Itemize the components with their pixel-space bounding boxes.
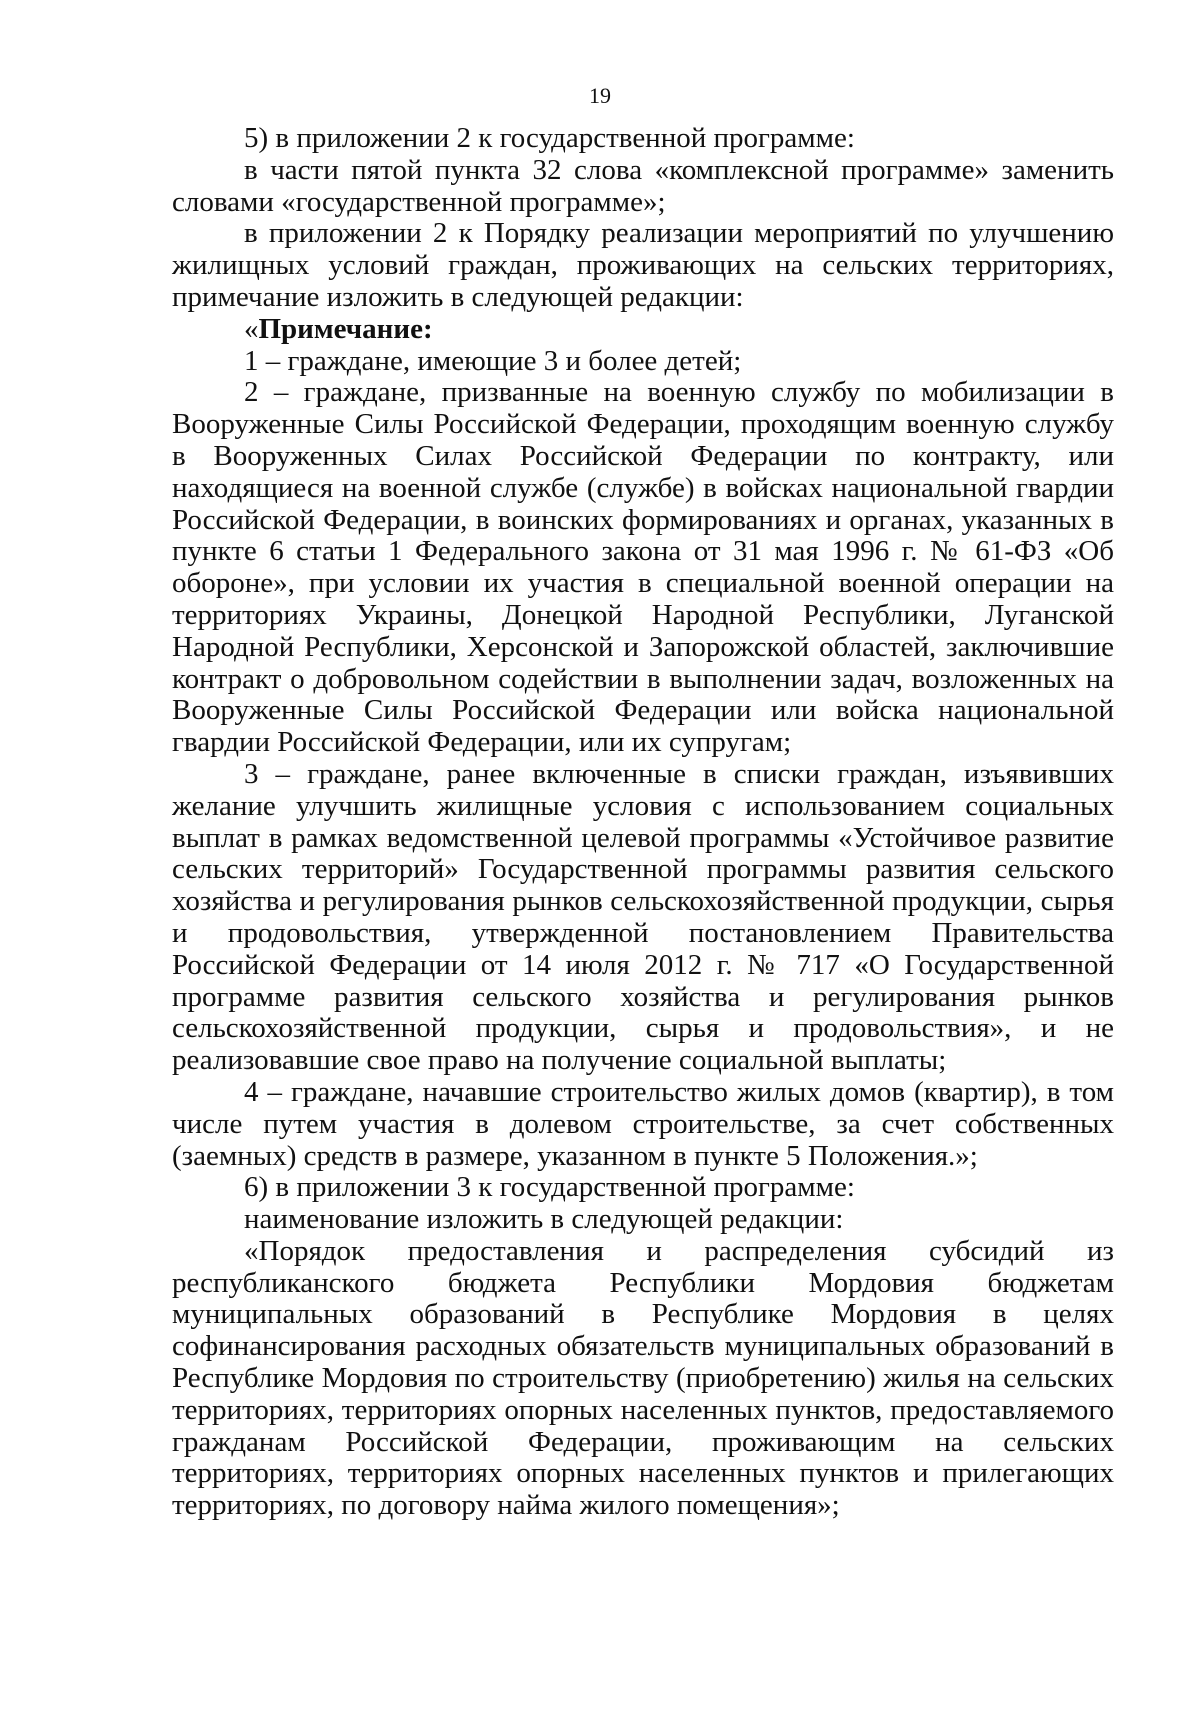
paragraph-part-five-clause-32: в части пятой пункта 32 слова «комплексной программе» заменить словами «государственной программе»; — [172, 153, 1114, 218]
note-item-3: 3 – граждане, ранее включенные в списки граждан, изъявивших желание улучшить жилищные условия с использованием социальных выплат в рамках ведомственной целевой программы «Устойчивое развитие сельских территорий» Государственной программы развития сельского хозяйства и регулирования рынков сельскохозяйственной продукции, сырья и продовольствия, утвержденной постановлением Правительства Российской Федерации от 14 июля 2012 г. № 717 «О Государственной программе развития сельского хозяйства и регулирования рынков сельскохозяйственной продукции, сырья и продовольствия», и не реализовавшие свое право на получение социальной выплаты; — [172, 757, 1114, 1077]
note-heading — [172, 314, 1114, 346]
paragraph-item-5: 5) в приложении 2 к государственной программе: — [244, 122, 855, 154]
paragraph-appendix-2-procedure: в приложении 2 к Порядку реализации мероприятий по улучшению жилищных условий граждан, проживающих на сельских территориях, примечание изложить в следующей редакции: — [172, 217, 1114, 313]
note-open-quote: « — [244, 312, 259, 345]
paragraph-name-edition: наименование изложить в следующей редакции: — [244, 1203, 844, 1236]
paragraph-item-6: 6) в приложении 3 к государственной программе: — [244, 1171, 855, 1204]
note-label: Примечание: — [258, 312, 433, 345]
document-body — [172, 123, 1114, 1522]
page-number: 19 — [589, 83, 611, 108]
paragraph-procedure-title: «Порядок предоставления и распределения субсидий из республиканского бюджета Республики Мордовия бюджетам муниципальных образований в Республике Мордовия в целях софинансирования расходных обязательств муниципальных образований в Республике Мордовия по строительству (приобретению) жилья на сельских территориях, территориях опорных населенных пунктов, предоставляемого гражданам Российской Федерации, проживающим на сельских территориях, территориях опорных населенных пунктов и прилегающих территориях, по договору найма жилого помещения»; — [172, 1234, 1114, 1522]
note-item-2: 2 – граждане, призванные на военную службу по мобилизации в Вооруженные Силы Российской Федерации, проходящим военную службу в Вооруженных Силах Российской Федерации по контракту, или находящиеся на военной службе (службе) в войсках национальной гвардии Российской Федерации, в воинских формированиях и органах, указанных в пункте 6 статьи 1 Федерального закона от 31 мая 1996 г. № 61-ФЗ «Об обороне», при условии их участия в специальной военной операции на территориях Украины, Донецкой Народной Республики, Луганской Народной Республики, Херсонской и Запорожской областей, заключившие контракт о добровольном содействии в выполнении задач, возложенных на Вооруженные Силы Российской Федерации или войска национальной гвардии Российской Федерации, или их супругам; — [172, 376, 1114, 759]
note-item-4: 4 – граждане, начавшие строительство жилых домов (квартир), в том числе путем участия в долевом строительстве, за счет собственных (заемных) средств в размере, указанном в пункте 5 Положения.»; — [172, 1075, 1114, 1172]
note-item-1: 1 – граждане, имеющие 3 и более детей; — [244, 344, 742, 377]
